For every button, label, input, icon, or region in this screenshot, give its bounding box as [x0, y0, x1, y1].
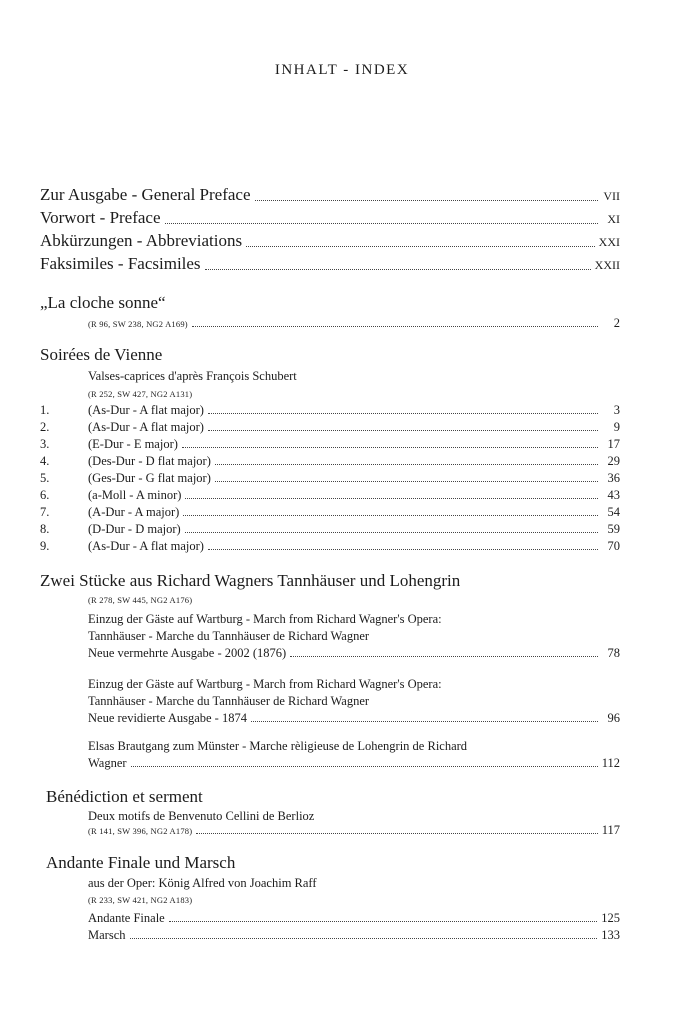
entry-label: (Des-Dur - D flat major)	[88, 454, 211, 468]
entry-page: 3	[613, 403, 620, 417]
toc-entry-valse-7[interactable]	[40, 505, 620, 520]
item-number: 5.	[40, 471, 50, 485]
leader-dots	[215, 480, 598, 482]
toc-entry-valse-9[interactable]	[40, 539, 620, 554]
leader-dots	[185, 531, 598, 533]
entry-label: Abkürzungen - Abbreviations	[40, 231, 243, 250]
leader-dots	[208, 412, 598, 414]
leader-dots	[208, 429, 598, 431]
section-title-benediction: Bénédiction et serment	[46, 787, 203, 806]
entry-label: (E-Dur - E major)	[88, 437, 178, 451]
catalog-ref: (R 141, SW 396, NG2 A178)	[88, 826, 193, 836]
entry-label: Neue vermehrte Ausgabe - 2002 (1876)	[88, 646, 287, 660]
entry-page: 54	[607, 505, 620, 519]
item-number: 6.	[40, 488, 50, 502]
entry-page: 59	[607, 522, 620, 536]
entry-line: Elsas Brautgang zum Münster - Marche rèligieuse de Lohengrin de Richard	[88, 739, 468, 753]
catalog-ref: (R 96, SW 238, NG2 A169)	[88, 319, 188, 329]
entry-page: XXI	[598, 235, 620, 249]
section-subtitle-andante: aus der Oper: König Alfred von Joachim Raff	[88, 876, 317, 890]
entry-page: 17	[607, 437, 620, 451]
entry-label: (As-Dur - A flat major)	[88, 403, 204, 417]
entry-line: Tannhäuser - Marche du Tannhäuser de Richard Wagner	[88, 629, 370, 643]
toc-entry-preface[interactable]	[40, 208, 620, 228]
entry-label: Zur Ausgabe - General Preface	[40, 185, 251, 204]
page-title: INHALT - INDEX	[274, 62, 410, 78]
entry-page: XI	[607, 212, 620, 226]
leader-dots	[165, 222, 598, 224]
leader-dots	[169, 920, 598, 922]
entry-label: Wagner	[88, 756, 127, 770]
toc-entry-facsimiles[interactable]	[40, 254, 620, 274]
toc-entry-cloche[interactable]	[88, 316, 620, 331]
section-title-andante: Andante Finale und Marsch	[46, 853, 236, 872]
entry-label: Marsch	[88, 928, 126, 942]
catalog-ref: (R 252, SW 427, NG2 A131)	[88, 389, 193, 399]
toc-entry-valse-4[interactable]	[40, 454, 620, 469]
leader-dots	[192, 325, 598, 327]
leader-dots	[131, 765, 598, 767]
entry-page: 43	[607, 488, 620, 502]
section-title-cloche: „La cloche sonne“	[40, 293, 166, 312]
toc-entry-valse-1[interactable]	[40, 403, 620, 418]
leader-dots	[208, 548, 598, 550]
entry-label: (a-Moll - A minor)	[88, 488, 182, 502]
item-number: 1.	[40, 403, 50, 417]
entry-page: 117	[601, 823, 620, 837]
section-subtitle-benediction: Deux motifs de Benvenuto Cellini de Berlioz	[88, 809, 315, 823]
entry-line: Einzug der Gäste auf Wartburg - March from Richard Wagner's Opera:	[88, 677, 442, 691]
entry-label: (A-Dur - A major)	[88, 505, 180, 519]
leader-dots	[130, 937, 598, 939]
entry-label: (Ges-Dur - G flat major)	[88, 471, 211, 485]
item-number: 2.	[40, 420, 50, 434]
item-number: 7.	[40, 505, 50, 519]
entry-page: 2	[613, 316, 620, 330]
toc-entry-marsch[interactable]	[88, 928, 620, 943]
entry-label: Faksimiles - Facsimiles	[40, 254, 201, 273]
toc-entry-valse-5[interactable]	[40, 471, 620, 486]
toc-entry-wagner-3[interactable]	[88, 756, 620, 771]
toc-entry-abbreviations[interactable]	[40, 231, 620, 251]
entry-label: (D-Dur - D major)	[88, 522, 181, 536]
entry-page: 9	[613, 420, 620, 434]
entry-page: 29	[607, 454, 620, 468]
leader-dots	[251, 720, 598, 722]
toc-entry-valse-8[interactable]	[40, 522, 620, 537]
leader-dots	[205, 268, 591, 270]
leader-dots	[215, 463, 598, 465]
leader-dots	[185, 497, 598, 499]
entry-page: 36	[607, 471, 620, 485]
leader-dots	[196, 832, 597, 834]
toc-entry-valse-2[interactable]	[40, 420, 620, 435]
toc-entry-wagner-1[interactable]	[88, 646, 620, 661]
entry-label: Andante Finale	[88, 911, 165, 925]
entry-line: Einzug der Gäste auf Wartburg - March from Richard Wagner's Opera:	[88, 612, 442, 626]
toc-entry-valse-3[interactable]	[40, 437, 620, 452]
item-number: 8.	[40, 522, 50, 536]
section-title-wagner: Zwei Stücke aus Richard Wagners Tannhäuser und Lohengrin	[40, 571, 461, 590]
item-number: 4.	[40, 454, 50, 468]
entry-label: Neue revidierte Ausgabe - 1874	[88, 711, 247, 725]
entry-label: Vorwort - Preface	[40, 208, 161, 227]
entry-page: 70	[607, 539, 620, 553]
entry-line: Tannhäuser - Marche du Tannhäuser de Richard Wagner	[88, 694, 370, 708]
entry-page: 133	[601, 928, 620, 942]
toc-entry-general-preface[interactable]	[40, 185, 620, 205]
entry-label: (As-Dur - A flat major)	[88, 420, 204, 434]
entry-page: VII	[603, 189, 620, 203]
leader-dots	[182, 446, 598, 448]
item-number: 3.	[40, 437, 50, 451]
leader-dots	[255, 199, 598, 201]
toc-entry-wagner-2[interactable]	[88, 711, 620, 726]
toc-entry-andante-finale[interactable]	[88, 911, 620, 926]
item-number: 9.	[40, 539, 50, 553]
leader-dots	[183, 514, 598, 516]
section-title-soirees: Soirées de Vienne	[40, 345, 163, 364]
toc-entry-benediction[interactable]	[88, 823, 620, 838]
catalog-ref: (R 233, SW 421, NG2 A183)	[88, 895, 193, 905]
entry-label: (As-Dur - A flat major)	[88, 539, 204, 553]
entry-page: XXII	[594, 258, 620, 272]
leader-dots	[290, 655, 598, 657]
leader-dots	[246, 245, 595, 247]
entry-page: 78	[607, 646, 620, 660]
section-subtitle-soirees: Valses-caprices d'après François Schubert	[88, 369, 297, 383]
entry-page: 125	[601, 911, 620, 925]
toc-entry-valse-6[interactable]	[40, 488, 620, 503]
entry-page: 112	[601, 756, 620, 770]
catalog-ref: (R 278, SW 445, NG2 A176)	[88, 595, 193, 605]
entry-page: 96	[607, 711, 620, 725]
